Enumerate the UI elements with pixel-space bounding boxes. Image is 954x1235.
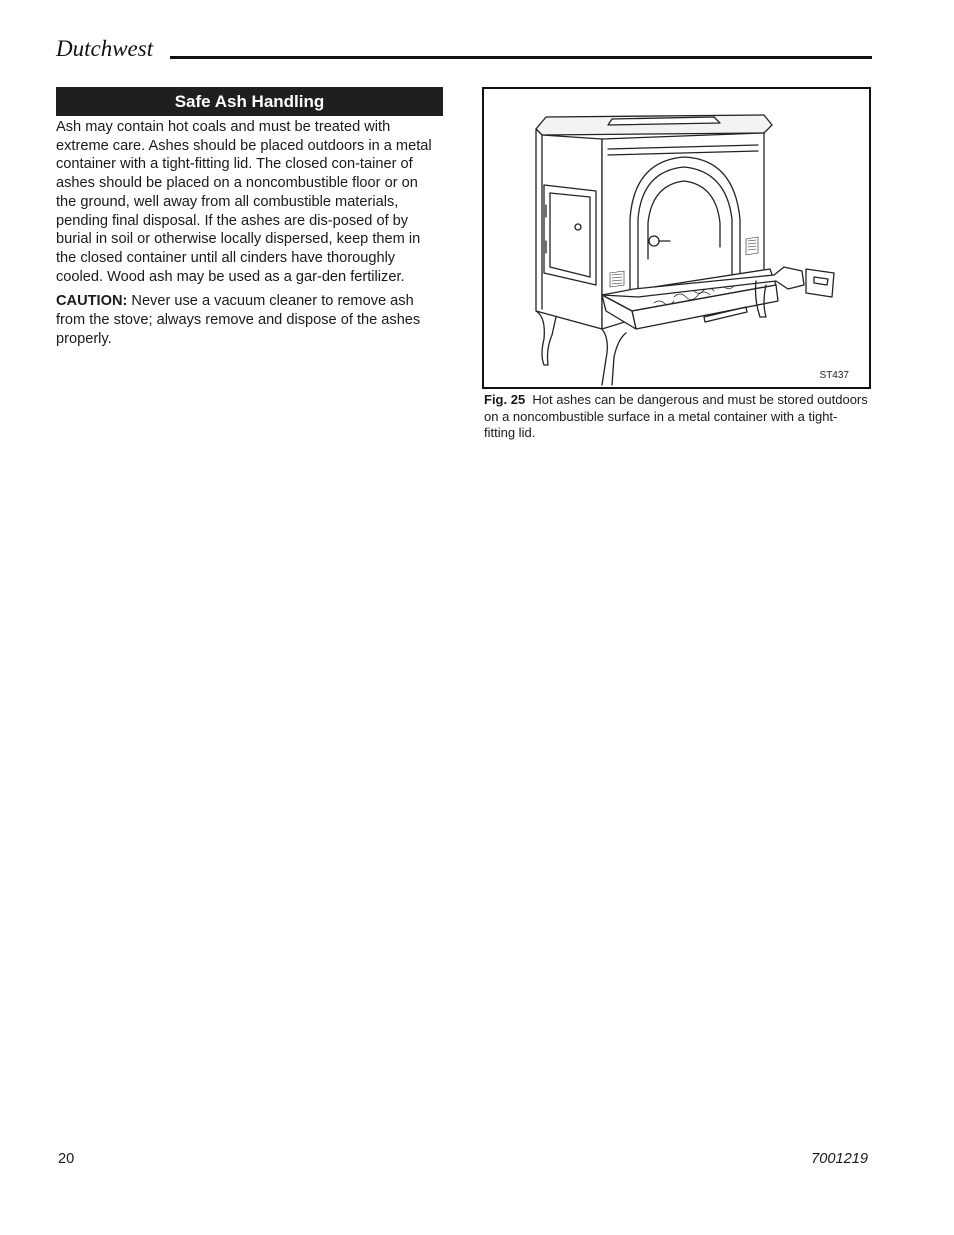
caution-label: CAUTION: [56,293,128,310]
body-paragraph: Ash may contain hot coals and must be treated with extreme care. Ashes should be placed outdoors in a metal container with a tight-fitting lid. The closed con-tainer of ashes should be placed on a noncombustible floor or on the ground, well away from all combustible materials, pending final disposal. If the ashes are dis-posed of by burial in soil or otherwise locally dispersed, keep them in the closed container until all cinders have thoroughly cooled. Wood ash may be used as a gar-den fertilizer. [56,119,432,285]
page-number: 20 [58,1151,75,1167]
brand-logo-text: Dutchwest [56,36,154,61]
figure-label: Fig. 25 [484,392,526,407]
document-number: 7001219 [811,1151,868,1167]
body-text-column [56,118,440,354]
figure-caption [484,392,868,442]
caution-paragraph [56,292,440,348]
figure-caption-text: Hot ashes can be dangerous and must be stored outdoors on a noncombustible surface in a metal container with a tight-fitting lid. [484,392,868,441]
figure-frame [482,87,871,389]
caution-text: Never use a vacuum cleaner to remove ash from the stove; always remove and dispose of the ashes properly. [56,293,421,347]
header-rule [170,56,872,59]
stove-illustration [484,89,869,387]
section-title: Safe Ash Handling [56,87,443,116]
figure-code: ST437 [819,370,849,381]
